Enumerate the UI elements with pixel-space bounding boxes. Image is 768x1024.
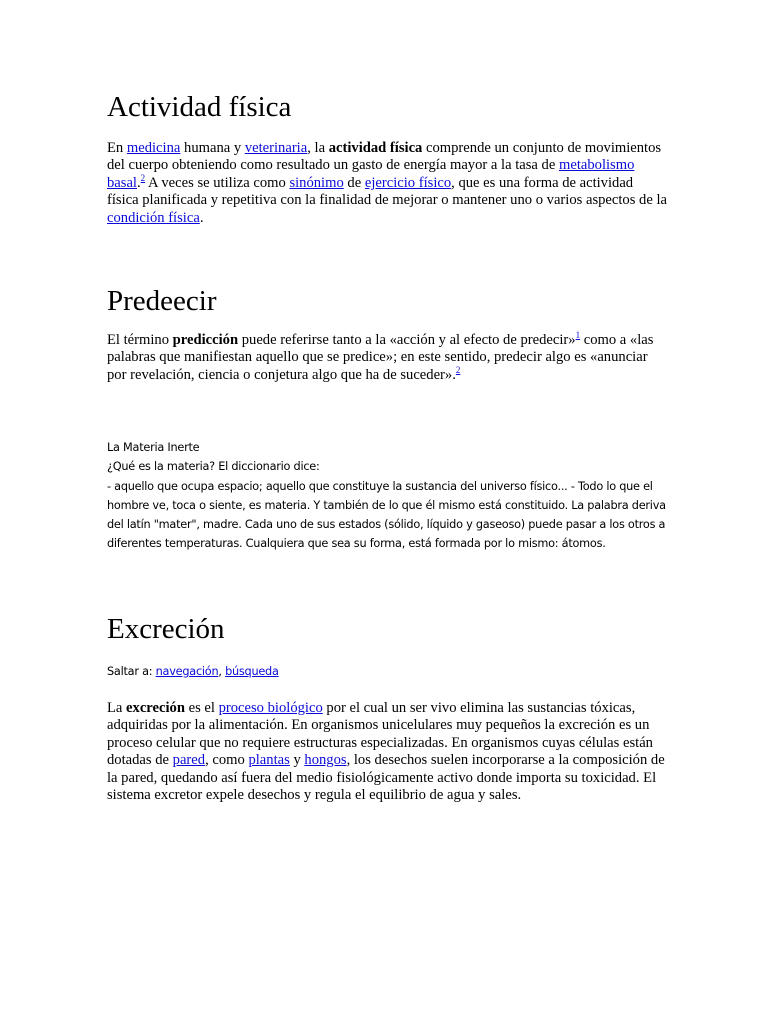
text: de [343,174,365,191]
text: como a «las palabras que manifiestan aquello que se predice»; en este sentido, predecir algo es «anunciar por revelación, ciencia o conjetura algo que ha de suceder». [107,332,654,383]
link-navegacion[interactable]: navegación [155,665,219,678]
text: . [199,209,204,226]
skip-prefix: Saltar a: [107,665,156,678]
link-proceso-biologico[interactable]: proceso biológico [218,700,323,716]
text: . [137,174,141,191]
bold-term: actividad física [328,140,423,156]
materia-inerte-block [107,438,667,554]
text: , que es una forma de actividad física planificada y repetitiva con la finalidad de mejorar o mantener uno o varios aspectos de la [107,174,668,209]
text: , la [307,140,329,156]
link-veterinaria[interactable]: veterinaria [244,140,308,156]
heading-predeecir: Predeecir [107,285,217,317]
materia-definition-text: - aquello que ocupa espacio; aquello que constituye la sustancia del universo físico... - Todo lo que el hombre ve, toca o siente, es materia. Y también de lo que él mismo está constituido. La palabra deriva del latín "mater", madre. Cada uno de sus estados (sólido, líquido y gaseoso) puede pasar a los otros a diferentes temperaturas. Cualquiera que sea su forma, está formada por lo mismo: átomos. [107,479,666,551]
text: es el [184,700,219,716]
text: comprende un conjunto de movimientos del cuerpo obteniendo como resultado un gasto de energía mayor a la tasa de [107,140,662,174]
text: A veces se utiliza como [145,174,290,191]
link-metabolismo-basal[interactable]: metabolismo basal [107,157,635,191]
link-condicion-fisica[interactable]: condición física [107,209,200,226]
text: , los desechos suelen incorporarse a la composición de la pared, quedando así fuera del medio fisiológicamente activo donde importa su toxicidad. El sistema excretor expele desechos y regula el equilibrio de agua y sales. [107,752,665,804]
text: , como [205,752,249,769]
paragraph-excrecion [107,700,667,804]
skip-separator: , [218,665,226,678]
text: y [289,752,305,769]
paragraph-predeecir [107,332,667,384]
heading-actividad-fisica: Actividad física [107,91,292,123]
text: La [107,700,127,716]
bold-term: excreción [126,700,185,716]
link-ejercicio-fisico[interactable]: ejercicio físico [364,174,452,191]
heading-excrecion: Excreción [107,613,225,645]
link-busqueda[interactable]: búsqueda [225,665,279,678]
link-pared[interactable]: pared [172,752,206,769]
reference-link[interactable]: 2 [140,172,146,183]
link-hongos[interactable]: hongos [304,752,347,769]
link-medicina[interactable]: medicina [126,140,181,156]
text: puede referirse tanto a la «acción y al efecto de predecir» [238,332,576,348]
text: En [107,140,127,156]
materia-question-line: ¿Qué es la materia? El diccionario dice: [107,460,320,474]
link-plantas[interactable]: plantas [248,752,290,769]
text: El término [107,332,173,348]
reference-link[interactable]: 1 [575,330,581,340]
link-sinonimo[interactable]: sinónimo [289,174,344,191]
materia-title-line: La Materia Inerte [107,441,200,454]
reference-link[interactable]: 2 [455,364,461,375]
text: humana y [180,140,245,156]
skip-links [107,662,279,681]
text: por el cual un ser vivo elimina las sustancias tóxicas, adquiridas por la alimentación. En organismos unicelulares muy pequeños la excreción es un proceso celular que no requiere estructuras especializadas. En organismos cuyas células están dotadas de [107,700,653,769]
bold-term: predicción [172,332,239,348]
paragraph-actividad-fisica [107,140,667,227]
